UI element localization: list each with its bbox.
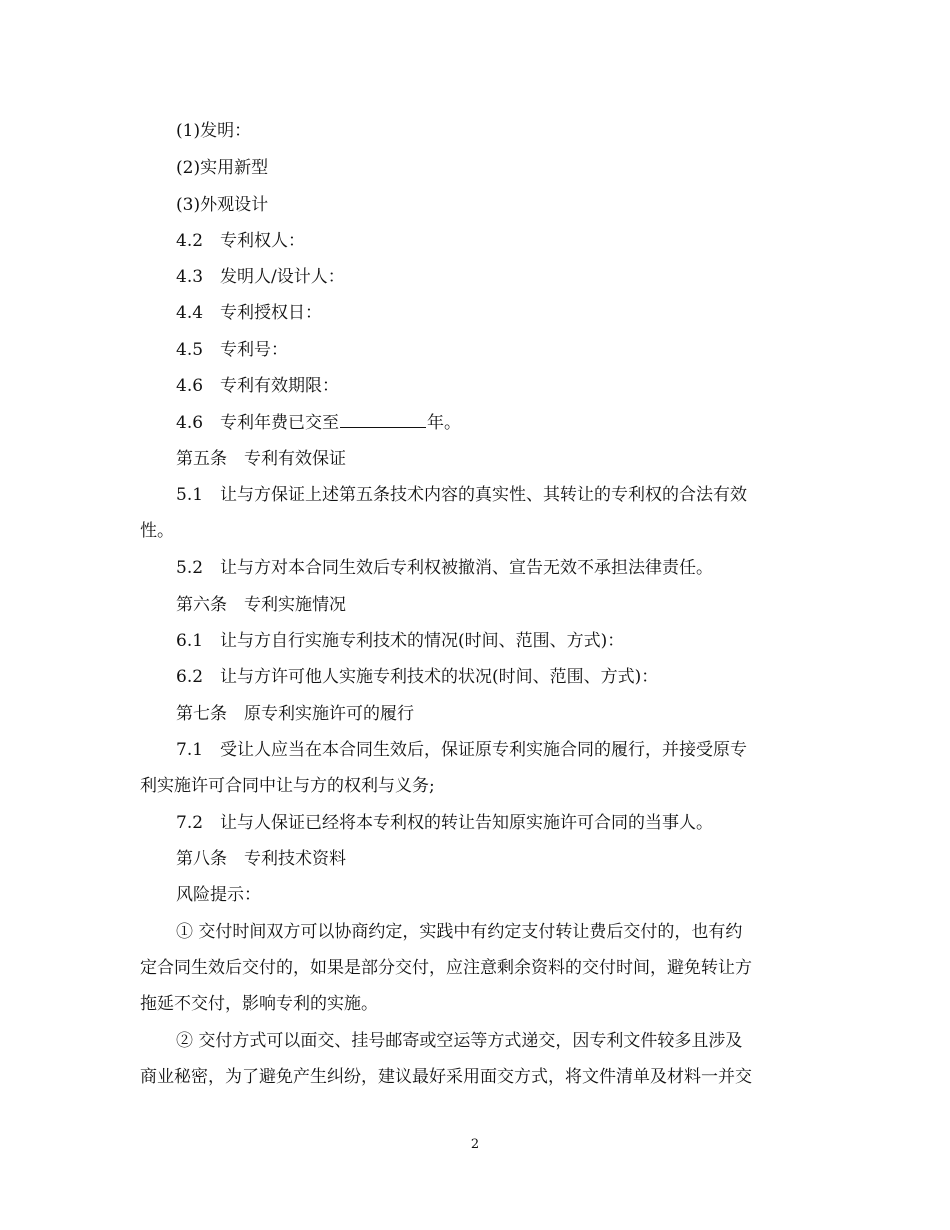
clause-7-1: 7.1 受让人应当在本合同生效后，保证原专利实施合同的履行，并接受原专 bbox=[176, 740, 748, 760]
risk-warning-label: 风险提示： bbox=[176, 885, 261, 905]
risk-item-1-line-3: 拖延不交付，影响专利的实施。 bbox=[140, 994, 378, 1014]
clause-4-6-annual-fee: 4.6 专利年费已交至 年。 bbox=[176, 413, 462, 433]
article-7-heading: 第七条 原专利实施许可的履行 bbox=[176, 704, 414, 724]
risk-item-2: ② 交付方式可以面交、挂号邮寄或空运等方式递交，因专利文件较多且涉及 bbox=[176, 1031, 743, 1051]
risk-item-1: ① 交付时间双方可以协商约定，实践中有约定支付转让费后交付的，也有约 bbox=[176, 922, 743, 942]
fill-in-blank bbox=[340, 411, 426, 428]
risk-item-1-line-2: 定合同生效后交付的，如果是部分交付，应注意剩余资料的交付时间，避免转让方 bbox=[140, 958, 752, 978]
clause-4-3: 4.3 发明人/设计人： bbox=[176, 267, 345, 287]
clause-4-4: 4.4 专利授权日： bbox=[176, 303, 323, 323]
clause-4-6-validity: 4.6 专利有效期限： bbox=[176, 376, 340, 396]
clause-5-1: 5.1 让与方保证上述第五条技术内容的真实性、其转让的专利权的合法有效 bbox=[176, 485, 748, 505]
clause-7-1-continued: 利实施许可合同中让与方的权利与义务; bbox=[140, 776, 435, 796]
clause-7-2: 7.2 让与人保证已经将本专利权的转让告知原实施许可合同的当事人。 bbox=[176, 813, 714, 833]
list-item-invention: (1)发明： bbox=[176, 121, 252, 141]
risk-item-2-line-2: 商业秘密，为了避免产生纠纷，建议最好采用面交方式，将文件清单及材料一并交 bbox=[140, 1067, 752, 1087]
clause-5-1-continued: 性。 bbox=[140, 521, 174, 541]
page-number: 2 bbox=[470, 1137, 480, 1152]
article-5-heading: 第五条 专利有效保证 bbox=[176, 449, 346, 469]
list-item-utility-model: (2)实用新型 bbox=[176, 158, 269, 178]
article-8-heading: 第八条 专利技术资料 bbox=[176, 849, 346, 869]
clause-6-2: 6.2 让与方许可他人实施专利技术的状况(时间、范围、方式)： bbox=[176, 667, 659, 687]
clause-6-1: 6.1 让与方自行实施专利技术的情况(时间、范围、方式)： bbox=[176, 631, 625, 651]
article-6-heading: 第六条 专利实施情况 bbox=[176, 595, 346, 615]
clause-4-2: 4.2 专利权人： bbox=[176, 231, 306, 251]
list-item-design: (3)外观设计 bbox=[176, 195, 269, 215]
clause-4-5: 4.5 专利号： bbox=[176, 340, 289, 360]
clause-5-2: 5.2 让与方对本合同生效后专利权被撤消、宣告无效不承担法律责任。 bbox=[176, 558, 714, 578]
